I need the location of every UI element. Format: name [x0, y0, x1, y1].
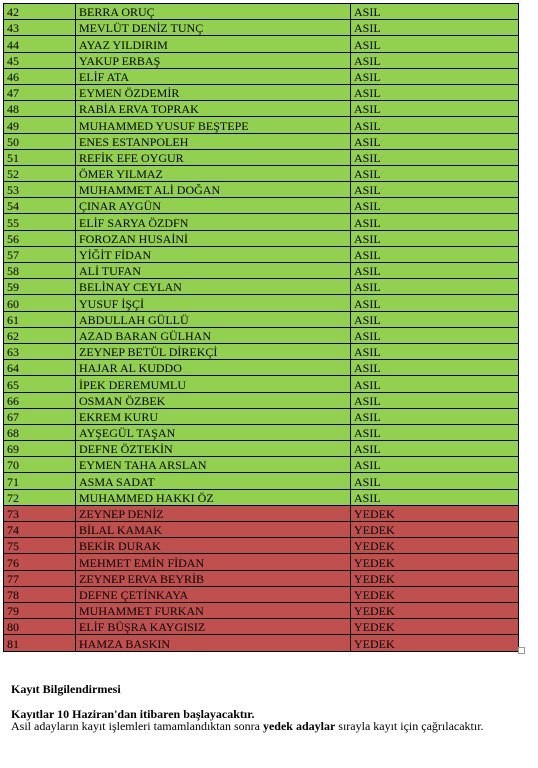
name-cell: HAJAR AL KUDDO [76, 360, 351, 376]
name-cell: ELİF ATA [76, 68, 351, 84]
table-row [4, 424, 519, 440]
table-row [4, 52, 519, 68]
status-cell: ASIL [351, 20, 519, 36]
table-row [4, 489, 519, 505]
status-cell: ASIL [351, 52, 519, 68]
status-cell: ASIL [351, 327, 519, 343]
name-cell: MUHAMMED HAKKI ÖZ [76, 489, 351, 505]
row-number-cell: 74 [4, 522, 76, 538]
table-row [4, 505, 519, 521]
status-cell: ASIL [351, 295, 519, 311]
table-row [4, 360, 519, 376]
table-row [4, 295, 519, 311]
table-row [4, 522, 519, 538]
status-cell: ASIL [351, 198, 519, 214]
name-cell: DEFNE ÖZTEKİN [76, 441, 351, 457]
row-number-cell: 64 [4, 360, 76, 376]
row-number-cell: 72 [4, 489, 76, 505]
row-number-cell: 67 [4, 408, 76, 424]
status-cell: ASIL [351, 408, 519, 424]
info-body [11, 720, 511, 732]
row-number-cell: 46 [4, 68, 76, 84]
row-number-cell: 44 [4, 36, 76, 52]
table-row [4, 279, 519, 295]
row-number-cell: 71 [4, 473, 76, 489]
table-row [4, 84, 519, 100]
name-cell: ALİ TUFAN [76, 263, 351, 279]
table-row [4, 554, 519, 570]
status-cell: ASIL [351, 84, 519, 100]
info-body-emphasis: yedek adaylar [262, 719, 336, 733]
status-cell: YEDEK [351, 586, 519, 602]
status-cell: ASIL [351, 214, 519, 230]
status-cell: YEDEK [351, 505, 519, 521]
registration-info [11, 683, 511, 732]
row-number-cell: 43 [4, 20, 76, 36]
status-cell: YEDEK [351, 619, 519, 635]
status-cell: ASIL [351, 101, 519, 117]
name-cell: AZAD BARAN GÜLHAN [76, 327, 351, 343]
name-cell: ASMA SADAT [76, 473, 351, 489]
row-number-cell: 54 [4, 198, 76, 214]
table-row [4, 68, 519, 84]
table-row [4, 343, 519, 359]
name-cell: RABİA ERVA TOPRAK [76, 101, 351, 117]
status-cell: ASIL [351, 36, 519, 52]
applicant-table [3, 3, 519, 652]
status-cell: ASIL [351, 473, 519, 489]
name-cell: YİĞİT FİDAN [76, 246, 351, 262]
name-cell: EKREM KURU [76, 408, 351, 424]
table-row [4, 165, 519, 181]
name-cell: FOROZAN HUSAİNİ [76, 230, 351, 246]
table-row [4, 133, 519, 149]
row-number-cell: 81 [4, 635, 76, 651]
status-cell: ASIL [351, 263, 519, 279]
status-cell: ASIL [351, 133, 519, 149]
table-row [4, 457, 519, 473]
status-cell: YEDEK [351, 602, 519, 618]
row-number-cell: 55 [4, 214, 76, 230]
name-cell: EYMEN TAHA ARSLAN [76, 457, 351, 473]
name-cell: AYAZ YILDIRIM [76, 36, 351, 52]
row-number-cell: 80 [4, 619, 76, 635]
table-row [4, 327, 519, 343]
row-number-cell: 78 [4, 586, 76, 602]
table-row [4, 635, 519, 651]
status-cell: ASIL [351, 441, 519, 457]
row-number-cell: 60 [4, 295, 76, 311]
name-cell: ÖMER YILMAZ [76, 165, 351, 181]
status-cell: ASIL [351, 149, 519, 165]
status-cell: YEDEK [351, 635, 519, 651]
status-cell: ASIL [351, 4, 519, 20]
row-number-cell: 42 [4, 4, 76, 20]
status-cell: YEDEK [351, 538, 519, 554]
name-cell: YUSUF İŞÇİ [76, 295, 351, 311]
name-cell: MUHAMMET ALİ DOĞAN [76, 182, 351, 198]
name-cell: OSMAN ÖZBEK [76, 392, 351, 408]
status-cell: ASIL [351, 246, 519, 262]
name-cell: ABDULLAH GÜLLÜ [76, 311, 351, 327]
status-cell: ASIL [351, 230, 519, 246]
applicant-table-body [4, 4, 519, 652]
status-cell: ASIL [351, 376, 519, 392]
table-row [4, 376, 519, 392]
table-row [4, 619, 519, 635]
row-number-cell: 65 [4, 376, 76, 392]
table-row [4, 538, 519, 554]
table-row [4, 4, 519, 20]
status-cell: ASIL [351, 392, 519, 408]
row-number-cell: 62 [4, 327, 76, 343]
info-title: Kayıt Bilgilendirmesi [11, 682, 121, 696]
name-cell: HAMZA BASKIN [76, 635, 351, 651]
name-cell: AYŞEGÜL TAŞAN [76, 424, 351, 440]
row-number-cell: 58 [4, 263, 76, 279]
row-number-cell: 79 [4, 602, 76, 618]
row-number-cell: 50 [4, 133, 76, 149]
status-cell: ASIL [351, 68, 519, 84]
status-cell: ASIL [351, 360, 519, 376]
status-cell: ASIL [351, 489, 519, 505]
row-number-cell: 49 [4, 117, 76, 133]
status-cell: ASIL [351, 279, 519, 295]
table-row [4, 392, 519, 408]
status-cell: YEDEK [351, 554, 519, 570]
name-cell: ENES ESTANPOLEH [76, 133, 351, 149]
name-cell: ELİF SARYA ÖZDFN [76, 214, 351, 230]
row-number-cell: 69 [4, 441, 76, 457]
row-number-cell: 45 [4, 52, 76, 68]
row-number-cell: 51 [4, 149, 76, 165]
table-row [4, 441, 519, 457]
name-cell: BEKİR DURAK [76, 538, 351, 554]
info-body-part-1: Asil adayların kayıt işlemleri tamamlandıktan sonra [11, 719, 263, 733]
row-number-cell: 56 [4, 230, 76, 246]
row-number-cell: 63 [4, 343, 76, 359]
table-row [4, 198, 519, 214]
name-cell: ZEYNEP ERVA BEYRİB [76, 570, 351, 586]
row-number-cell: 48 [4, 101, 76, 117]
name-cell: DEFNE ÇETİNKAYA [76, 586, 351, 602]
name-cell: YAKUP ERBAŞ [76, 52, 351, 68]
table-row [4, 246, 519, 262]
status-cell: ASIL [351, 457, 519, 473]
table-row [4, 149, 519, 165]
table-row [4, 311, 519, 327]
table-row [4, 230, 519, 246]
status-cell: YEDEK [351, 570, 519, 586]
row-number-cell: 66 [4, 392, 76, 408]
name-cell: İPEK DEREMUMLU [76, 376, 351, 392]
name-cell: BİLAL KAMAK [76, 522, 351, 538]
row-number-cell: 57 [4, 246, 76, 262]
name-cell: REFİK EFE OYGUR [76, 149, 351, 165]
row-number-cell: 53 [4, 182, 76, 198]
status-cell: ASIL [351, 165, 519, 181]
name-cell: ELİF BÜŞRA KAYGISIZ [76, 619, 351, 635]
name-cell: BELİNAY CEYLAN [76, 279, 351, 295]
row-number-cell: 47 [4, 84, 76, 100]
row-number-cell: 75 [4, 538, 76, 554]
row-number-cell: 70 [4, 457, 76, 473]
table-row [4, 117, 519, 133]
row-number-cell: 52 [4, 165, 76, 181]
row-number-cell: 61 [4, 311, 76, 327]
table-row [4, 101, 519, 117]
row-number-cell: 76 [4, 554, 76, 570]
table-row [4, 473, 519, 489]
name-cell: ÇINAR AYGÜN [76, 198, 351, 214]
table-row [4, 214, 519, 230]
name-cell: MUHAMMED YUSUF BEŞTEPE [76, 117, 351, 133]
table-row [4, 408, 519, 424]
name-cell: BERRA ORUÇ [76, 4, 351, 20]
table-row [4, 263, 519, 279]
table-row [4, 570, 519, 586]
name-cell: ZEYNEP BETÜL DİREKÇİ [76, 343, 351, 359]
row-number-cell: 59 [4, 279, 76, 295]
status-cell: ASIL [351, 117, 519, 133]
name-cell: ZEYNEP DENİZ [76, 505, 351, 521]
status-cell: YEDEK [351, 522, 519, 538]
name-cell: EYMEN ÖZDEMİR [76, 84, 351, 100]
table-row [4, 20, 519, 36]
row-number-cell: 73 [4, 505, 76, 521]
name-cell: MUHAMMET FURKAN [76, 602, 351, 618]
row-number-cell: 68 [4, 424, 76, 440]
name-cell: MEVLÜT DENİZ TUNÇ [76, 20, 351, 36]
info-headline: Kayıtlar 10 Haziran'dan itibaren başlayacaktır. [11, 707, 255, 721]
status-cell: ASIL [351, 311, 519, 327]
info-body-part-2: sırayla kayıt için çağrılacaktır. [335, 719, 484, 733]
row-number-cell: 77 [4, 570, 76, 586]
status-cell: ASIL [351, 182, 519, 198]
table-row [4, 602, 519, 618]
status-cell: ASIL [351, 343, 519, 359]
table-resize-handle[interactable] [518, 647, 525, 654]
status-cell: ASIL [351, 424, 519, 440]
table-row [4, 36, 519, 52]
table-row [4, 586, 519, 602]
name-cell: MEHMET EMİN FİDAN [76, 554, 351, 570]
table-row [4, 182, 519, 198]
